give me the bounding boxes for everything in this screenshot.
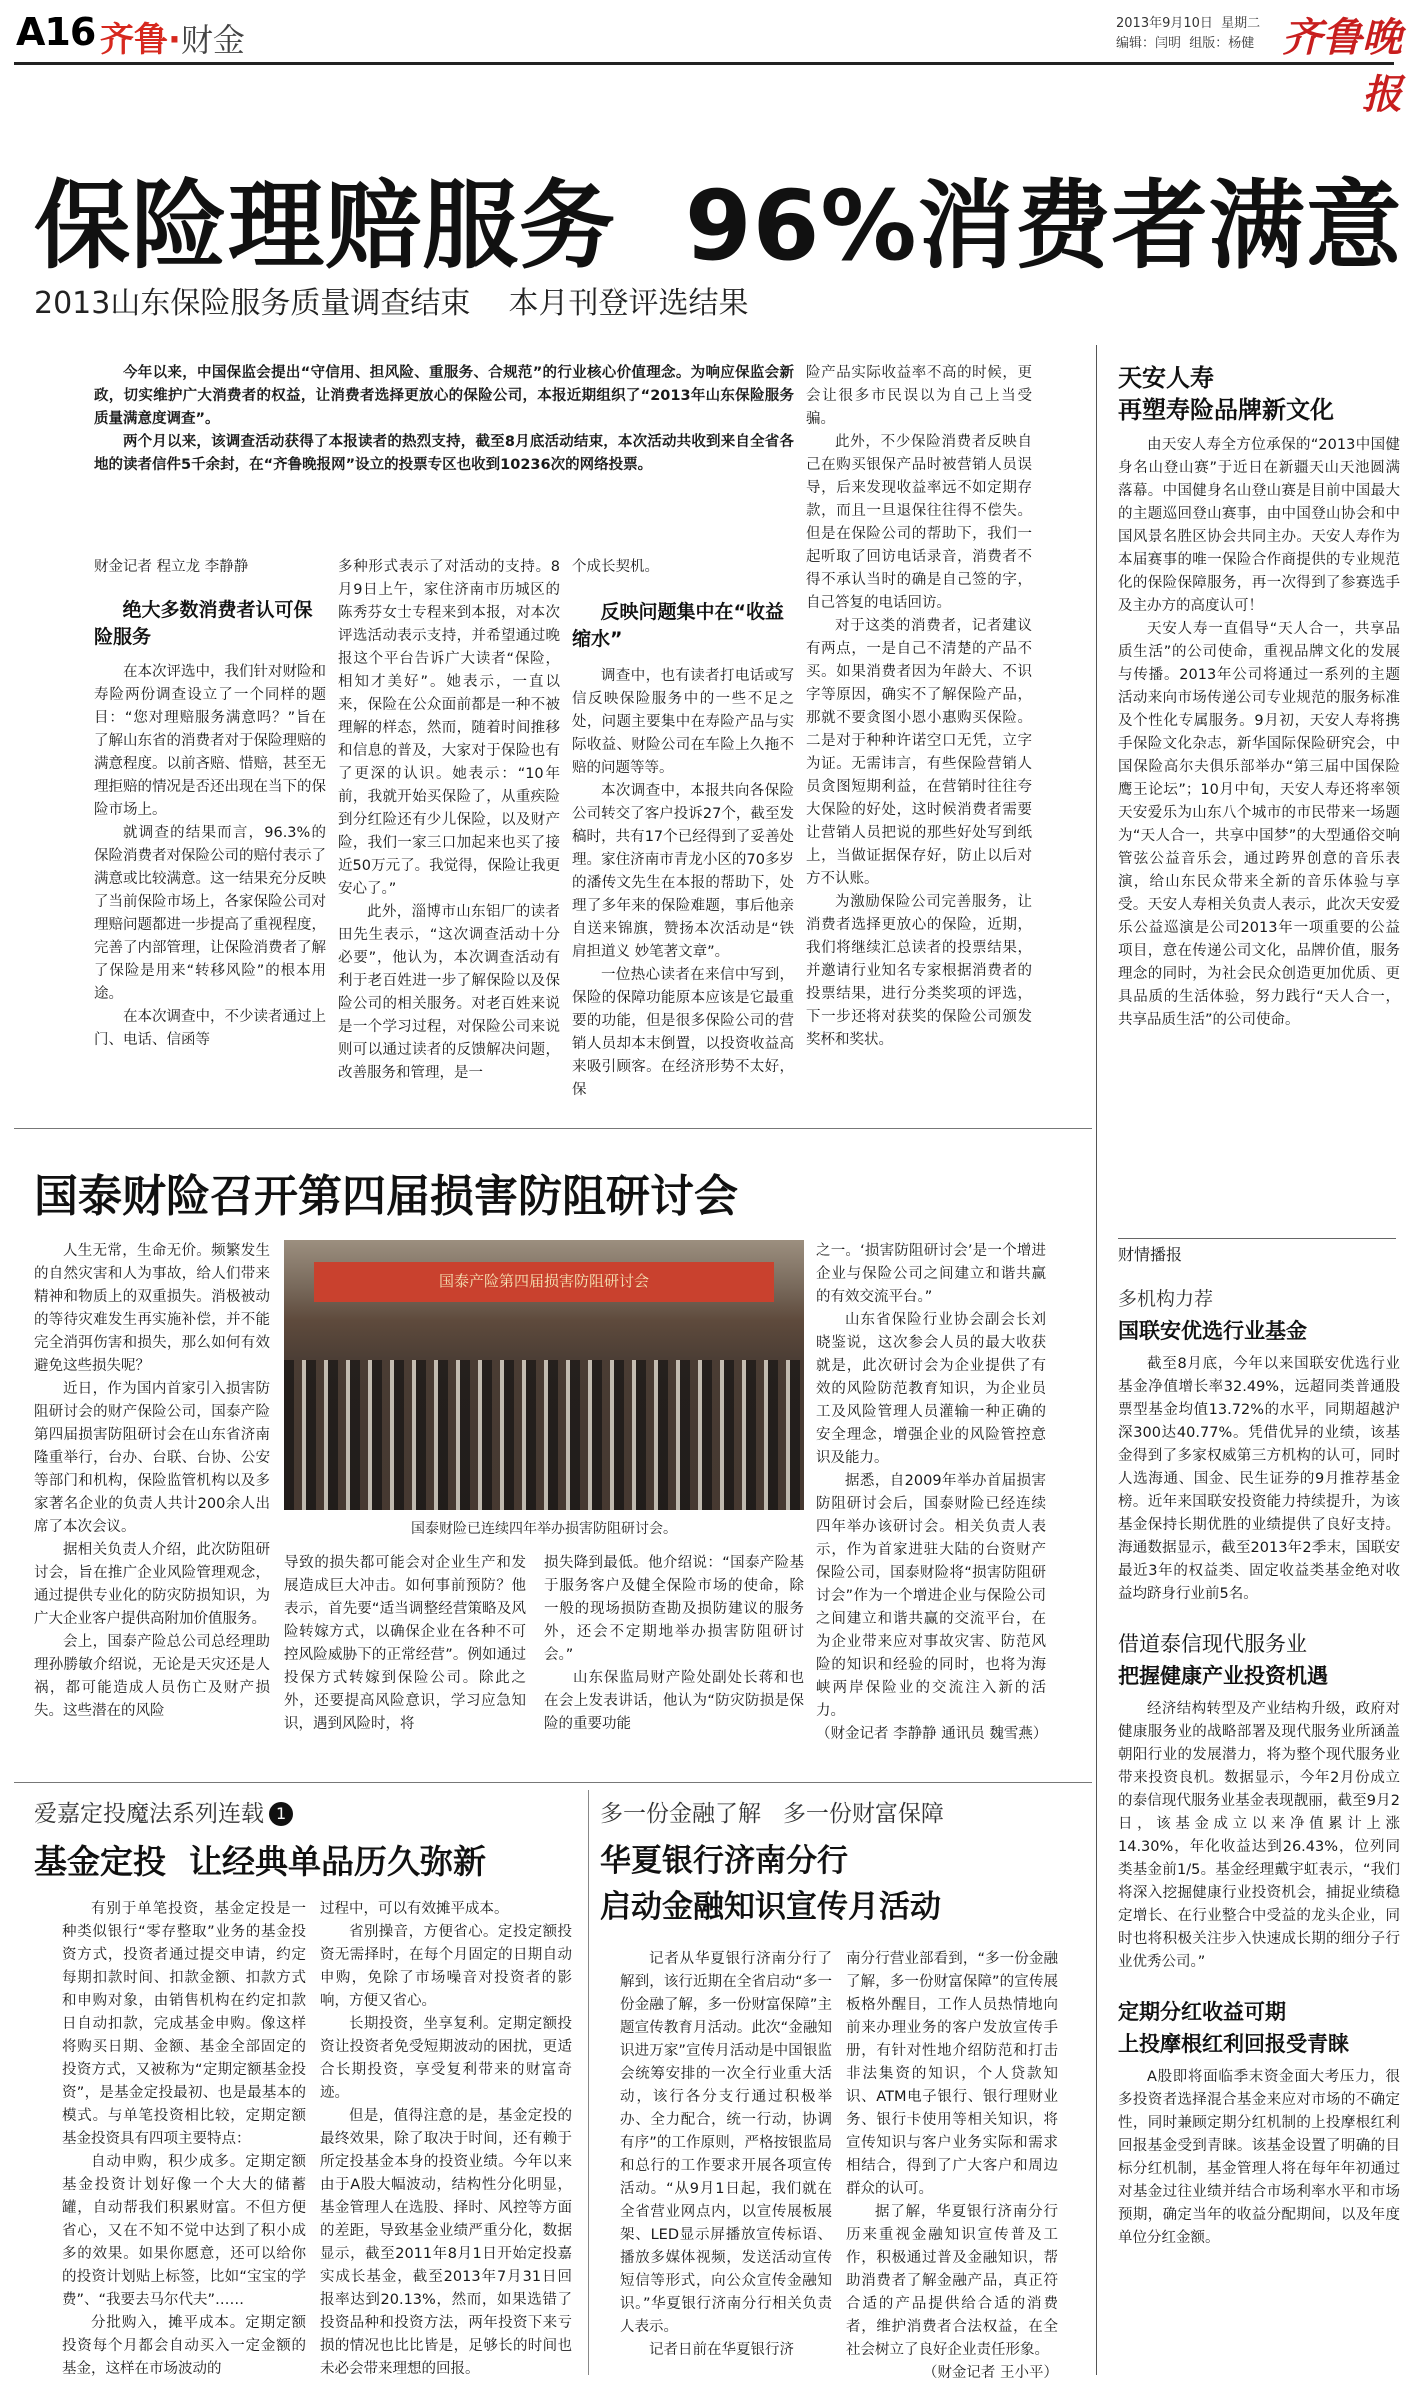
lead-col1-p3: 在本次调查中，不少读者通过上门、电话、信函等 xyxy=(94,1009,326,1048)
lead-col3-p2: 本次调查中，本报共向各保险公司转交了客户投诉27个，截至发稿时，共有17个已经得到了妥善处理。家住济南市青龙小区的70多岁的潘传文先生在本报的帮助下，处理了多年来的保险难题，事后他亲自送来锦旗，赞扬本次活动是“铁肩担道义 妙笔著文章”。 xyxy=(572,783,794,960)
page-number-text: A16 xyxy=(16,10,96,54)
huaxia-column-2 xyxy=(846,1948,1058,2381)
fund-col1-p3: 分批购入，摊平成本。定期定额投资每个月都会自动买入一定金额的基金，这样在市场波动的 xyxy=(62,2315,306,2377)
issue-meta xyxy=(1116,14,1276,58)
header-rule xyxy=(14,62,1394,65)
lead-col3-p1: 调查中，也有读者打电话或写信反映保险服务中的一些不足之处，问题主要集中在寿险产品与实际收益、财险公司在车险上久拖不赔的问题等等。 xyxy=(572,668,794,776)
guotai-col1-p3: 据相关负责人介绍，此次防阻研讨会，旨在推广企业风险管理观念，通过提供专业化的防灾防损知识，为广大企业客户提供高附加价值服务。 xyxy=(34,1542,270,1627)
lead-subheadline: 2013山东保险服务质量调查结束 本月刊登评选结果 xyxy=(34,286,749,321)
caifu-item2-kicker: 借道泰信现代服务业 xyxy=(1118,1632,1307,1656)
lead-subheadline-box xyxy=(34,278,1034,322)
section-rule-1 xyxy=(14,1128,1092,1129)
fund-series: 爱嘉定投魔法系列连载 xyxy=(34,1801,264,1827)
fund-col2-p1: 过程中，可以有效摊平成本。 xyxy=(320,1901,509,1917)
guotai-headline-box xyxy=(34,1170,1084,1230)
lead-column-4 xyxy=(806,362,1032,1116)
lead-col3-lead: 个成长契机。 xyxy=(572,559,659,575)
lead-column-1 xyxy=(94,556,326,1116)
lead-intro xyxy=(94,362,794,512)
tianan-p2: 天安人寿一直倡导“天人合一，共享品质生活”的公司使命，重视品牌文化的发展与传播。2013年公司将通过一系列的主题活动来向市场传递公司专业规范的服务标准及个性化专属服务。9月初，天安人寿将携手保险文化杂志，新华国际保险研究会，中国保险高尔夫俱乐部举办“第三届中国保险鹰王论坛”；10月中旬，天安人寿还将率领天安爱乐为山东八个城市的市民带来一场题为“天人合一，共享中国梦”的大型通俗交响管弦公益音乐会，通过跨界创意的音乐表演，给山东民众带来全新的音乐体验与享受。天安人寿相关负责人表示，此次天安爱乐公益巡演是公司2013年一项重要的公益项目，意在传递公司文化，品牌价值，服务理念的同时，为社会民众创造更加优质、更具品质的生活体验，努力践行“天人合一，共享品质生活”的公司使命。 xyxy=(1118,621,1400,1028)
lead-col1-p2: 就调查的结果而言，96.3%的保险消费者对保险公司的赔付表示了满意或比较满意。这一结果充分反映了当前保险市场上，各家保险公司对理赔问题都进一步提高了重视程度，完善了内部管理，让保险消费者了解了保险是用来“转移风险”的根本用途。 xyxy=(94,825,326,1002)
lead-headline: 保险理赔服务 96%消费者满意 xyxy=(34,170,1403,282)
caifu-item2-body: 经济结构转型及产业结构升级，政府对健康服务业的战略部署及现代服务业所涵盖朝阳行业的发展潜力，将为整个现代服务业带来投资良机。数据显示，今年2月份成立的泰信现代服务业基金表现靓丽，截至9月2日，该基金成立以来净值累计上涨14.30%，年化收益达到26.43%，位列同类基金前1/5。基金经理戴宇虹表示，“我们将深入挖掘健康行业投资机会，捕捉业绩稳定增长、在行业整合中受益的龙头企业，同时也将积极关注步入快速成长期的细分子行业优秀公司。” xyxy=(1118,1701,1400,1970)
guotai-byline: （财金记者 李静静 通讯员 魏雪燕） xyxy=(816,1726,1048,1742)
guotai-column-1 xyxy=(34,1240,270,1780)
huaxia-column-1 xyxy=(620,1948,832,2378)
caifu-item3-kicker: 定期分红收益可期 xyxy=(1118,2000,1286,2024)
huaxia-headline: 华夏银行济南分行 启动金融知识宣传月活动 xyxy=(600,1843,941,1925)
photo-caption: 国泰财险已连续四年举办损害防阻研讨会。 xyxy=(411,1521,677,1537)
tianan-p1: 由天安人寿全方位承保的“2013中国健身名山登山赛”于近日在新疆天山天池圆满落幕。中国健身名山登山赛是目前中国最大的主题巡回登山赛事，由中国登山协会和中国风景名胜区协会共同主办。天安人寿作为本届赛事的唯一保险合作商提供的专业规范化的保险保障服务，再一次得到了参赛选手及主办方的高度认可！ xyxy=(1118,437,1400,614)
issue-date: 2013年9月10日 xyxy=(1116,16,1213,31)
caifu-item3-title: 上投摩根红利回报受青睐 xyxy=(1118,2032,1349,2056)
lead-col4-p4: 为激励保险公司完善服务，让消费者选择更放心的保险，近期，我们将继续汇总读者的投票结果，并邀请行业知名专家根据消费者的投票结果，进行分类奖项的评选，下一步还将对获奖的保险公司颁发奖杯和奖状。 xyxy=(806,894,1032,1048)
lead-col4-p2: 此外，不少保险消费者反映自己在购买银保产品时被营销人员误导，后来发现收益率远不如定期存款，而且一旦退保往往得不偿失。但是在保险公司的帮助下，我们一起听取了回访电话录音，消费者不得不承认当时的确是自己签的字，自己答复的电话回访。 xyxy=(806,434,1032,611)
lead-col4-p1: 险产品实际收益率不高的时候，更会让很多市民误以为自己上当受骗。 xyxy=(806,365,1032,427)
huaxia-col1-p2: 记者日前在华夏银行济 xyxy=(649,2342,794,2358)
guotai-col2-p1: 导致的损失都可能会对企业生产和发展造成巨大冲击。如何事前预防？他表示，首先要“适当调整经营策略及风险转嫁方式，以确保企业在各种不可控风险威胁下的正常经营”。例如通过投保方式转嫁到保险公司。除此之外，还要提高风险意识，学习应急知识，遇到风险时，将 xyxy=(284,1555,526,1732)
fund-headline-box xyxy=(34,1840,574,1890)
fund-col1-p2: 自动申购，积少成多。定期定额基金投资计划好像一个大大的储蓄罐，自动帮我们积累财富。不但方便省心，又在不知不觉中达到了积小成多的效果。如果你愿意，还可以给你的投资计划贴上标签，比如“宝宝的学费”、“我要去马尔代夫”…… xyxy=(62,2154,306,2308)
bottom-divider xyxy=(588,1790,589,2375)
guotai-column-2 xyxy=(284,1552,526,1782)
caifu-item3-body: A股即将面临季末资金面大考压力，很多投资者选择混合基金来应对市场的不确定性，同时兼顾定期分红机制的上投摩根红利回报基金受到青睐。该基金设置了明确的目标分红机制，基金管理人将在每年年初通过对基金过往业绩并结合市场利率水平和市场预期，确定当年的收益分配期间，以及年度单位分红金额。 xyxy=(1118,2069,1400,2246)
huaxia-kicker: 多一份金融了解 多一份财富保障 xyxy=(600,1801,944,1827)
caifu-top-rule xyxy=(1118,1238,1396,1239)
guotai-column-4 xyxy=(816,1240,1046,1780)
lead-headline-box xyxy=(34,150,1403,282)
lead-subhead-2: 反映问题集中在“收益缩水” xyxy=(572,601,784,650)
photo-caption-box xyxy=(284,1518,804,1542)
caifu-item1-title: 国联安优选行业基金 xyxy=(1118,1319,1307,1343)
tianan-title: 天安人寿 xyxy=(1118,364,1214,392)
caifu-item1-body: 截至8月底，今年以来国联安优选行业基金净值增长率32.49%，远超同类普通股票型基金均值13.72%的水平，同期超越沪深300达40.77%。凭借优异的业绩，该基金得到了多家权威第三方机构的认可，同时人选海通、国金、民生证券的9月推荐基金榜。近年来国联安投资能力持续提升，为该基金保持长期优胜的业绩提供了良好支持。海通数据显示，截至2013年2季末，国联安最近3年的权益类、固定收益类基金绝对收益均跻身行业前5名。 xyxy=(1118,1356,1400,1602)
photo-audience xyxy=(284,1360,804,1510)
lead-column-2 xyxy=(338,556,560,1116)
photo-banner-text: 国泰产险第四届损害防阻研讨会 xyxy=(438,1272,649,1290)
issue-weekday: 星期二 xyxy=(1221,16,1261,31)
layout-editor: 组版：杨健 xyxy=(1189,36,1255,51)
lead-intro-p2: 两个月以来，该调查活动获得了本报读者的热烈支持，截至8月底活动结束，本次活动共收到来自全省各地的读者信件5千余封，在“齐鲁晚报网”设立的投票专区也收到10236次的网络投票。 xyxy=(94,434,794,473)
lead-intro-p1: 今年以来，中国保监会提出“守信用、担风险、重服务、合规范”的行业核心价值理念。为响应保监会新政，切实维护广大消费者的权益，让消费者选择更放心的保险公司，本报近期组织了“2013年山东保险服务质量满意度调查”。 xyxy=(94,365,794,427)
tianan-subtitle: 再塑寿险品牌新文化 xyxy=(1118,396,1334,424)
guotai-col1-p2: 近日，作为国内首家引入损害防阻研讨会的财产保险公司，国泰产险第四届损害防阻研讨会在山东省济南隆重举行，台办、台联、台协、公安等部门和机构，保险监管机构以及多家著名企业的负责人共计200余人出席了本次会议。 xyxy=(34,1381,270,1535)
guotai-column-3 xyxy=(544,1552,804,1782)
guotai-col4-p1: 之一。‘损害防阻研讨会’是一个增进企业与保险公司之间建立和谐共赢的有效交流平台。” xyxy=(816,1243,1046,1305)
fund-column-1 xyxy=(62,1898,306,2378)
lead-subhead-1: 绝大多数消费者认可保险服务 xyxy=(94,599,313,648)
seminar-photo xyxy=(284,1240,804,1510)
caifu-label: 财情播报 xyxy=(1118,1245,1183,1264)
fund-series-box xyxy=(34,1798,574,1836)
fund-col2-p2: 省别操音，方便省心。定投定额投资无需择时，在每个月固定的日期自动申购，免除了市场噪音对投资者的影响，方便又省心。 xyxy=(320,1924,572,2009)
guotai-col4-p3: 据悉，自2009年举办首届损害防阻研讨会后，国泰财险已经连续四年举办该研讨会。相关负责人表示，作为首家进驻大陆的台资财产保险公司，国泰财险将“损害防阻研讨会”作为一个增进企业与保险公司之间建立和谐共赢的交流平台，在为企业带来应对事故灾害、防范风险的知识和经验的同时，也将为海峡两岸保险业的交流注入新的活力。 xyxy=(816,1473,1046,1719)
masthead-text: 齐鲁晚报 xyxy=(1282,14,1402,118)
lead-col1-p1: 在本次评选中，我们针对财险和寿险两份调查设立了一个同样的题目：“您对理赔服务满意吗？”旨在了解山东省的消费者对于保险理赔的满意程度。以前吝赔、惜赔，甚至无理拒赔的情况是否还出现在当下的保险市场上。 xyxy=(94,664,326,818)
guotai-col1-p1: 人生无常，生命无价。频繁发生的自然灾害和人为事故，给人们带来精神和物质上的双重损失。消极被动的等待灾难发生再实施补偿，并不能完全消弭伤害和损失，那么如何有效避免这些损失呢？ xyxy=(34,1243,270,1374)
fund-series-number: 1 xyxy=(269,1802,293,1826)
guotai-col3-p1: 损失降到最低。他介绍说：“国泰产险基于服务客户及健全保险市场的使命，除一般的现场损防查勘及损防建议的服务外，还会不定期地举办损害防阻研讨会。” xyxy=(544,1555,804,1663)
huaxia-kicker-box xyxy=(600,1798,1080,1834)
lead-col4-p3: 对于这类的消费者，记者建议有两点，一是自己不清楚的产品不买。如果消费者因为年龄大、不识字等原因，确实不了解保险产品，那就不要贪图小恩小惠购买保险。二是对于种种许诺空口无凭，立字为证。无需讳言，有些保险营销人员贪图短期利益，在营销时往往夸大保险的好处，这时候消费者需要让营销人员把说的那些好处写到纸上，当做证据保存好，防止以后对方不认账。 xyxy=(806,618,1032,887)
guotai-col4-p2: 山东省保险行业协会副会长刘晓鉴说，这次参会人员的最大收获就是，此次研讨会为企业提供了有效的风险防范教育知识，为企业员工及风险管理人员灌输一种正确的安全理念，增强企业的风险管控意识及能力。 xyxy=(816,1312,1046,1466)
lead-column-3 xyxy=(572,556,794,1116)
lead-byline: 财金记者 程立龙 李静静 xyxy=(94,559,249,575)
sidebar-divider xyxy=(1096,345,1097,2375)
section-name: 齐鲁 xyxy=(100,20,168,60)
lead-col2-p1: 多种形式表示了对活动的支持。8月9日上午，家住济南市历城区的陈秀芬女士专程来到本报，对本次评选活动表示支持，并希望通过晚报这个平台告诉广大读者“保险，相知才美好”。她表示，一直以来，保险在公众面前都是一种不被理解的样态，然而，随着时间推移和信息的普及，大家对于保险也有了更深的认识。她表示：“10年前，我就开始买保险了，从重疾险到分红险还有少儿保险，以及财产险，我们一家三口加起来也买了接近50万元了。我觉得，保险让我更安心了。” xyxy=(338,559,560,897)
fund-col2-p4: 但是，值得注意的是，基金定投的最终效果，除了取决于时间，还有赖于所定投基金本身的投资业绩。今年以来由于A股大幅波动，结构性分化明显，基金管理人在选股、择时、风控等方面的差距，导致基金业绩严重分化，数据显示，截至2011年8月1日开始定投嘉实成长基金，截至2013年7月31日回报率达到20.13%，然而，如果选错了投资品种和投资方法，两年投资下来亏损的情况也比比皆是，足够长的时间也未必会带来理想的回报。 xyxy=(320,2108,572,2377)
section-label xyxy=(100,12,320,60)
masthead-logo xyxy=(1262,6,1402,118)
fund-col2-p3: 长期投资，坐享复利。定期定额投资让投资者免受短期波动的困扰，更适合长期投资，享受复利带来的财富奇迹。 xyxy=(320,2016,572,2101)
section-rule-2 xyxy=(14,1782,1092,1783)
huaxia-col2-p1: 南分行营业部看到，“多一份金融了解，多一份财富保障”的宣传展板格外醒目，工作人员热情地向前来办理业务的客户发放宣传手册，有针对性地介绍防范和打击非法集资的知识，个人贷款知识、ATM电子银行、银行理财业务、银行卡使用等相关知识，将宣传知识与客户业务实际和需求相结合，得到了广大客户和周边群众的认可。 xyxy=(846,1951,1058,2197)
subsection-name: 财金 xyxy=(180,21,245,59)
fund-headline: 基金定投 让经典单品历久弥新 xyxy=(34,1842,486,1881)
huaxia-headline-box xyxy=(600,1838,1090,1938)
huaxia-col1-p1: 记者从华夏银行济南分行了解到，该行近期在全省启动“多一份金融了解，多一份财富保障”主题宣传教育月活动。此次“金融知识进万家”宣传月活动是中国银监会统筹安排的一次全行业重大活动，该行各分支行通过积极举办、全力配合，统一行动，协调有序”的工作原则，严格按银监局和总行的工作要求开展各项宣传活动。“从9月1日起，我们就在全省营业网点内，以宣传展板展架、LED显示屏播放宣传标语、播放多媒体视频，发送活动宣传短信等形式，向公众宣传金融知识。”华夏银行济南分行相关负责人表示。 xyxy=(620,1951,832,2335)
guotai-col1-p4: 会上，国泰产险总公司总经理助理孙勝敏介绍说，无论是天灾还是人祸，都可能造成人员伤亡及财产损失。这些潜在的风险 xyxy=(34,1634,270,1719)
fund-col1-p1: 有别于单笔投资，基金定投是一种类似银行“零存整取”业务的基金投资方式，投资者通过提交申请，约定每期扣款时间、扣款金额、扣款方式和申购对象，由销售机构在约定扣款日自动扣款，完成基金申购。像这样将购买日期、金额、基金全部固定的投资方式，又被称为“定期定额基金投资”，是基金定投最初、也是最基本的模式。与单笔投资相比较，定期定额基金投资具有四项主要特点： xyxy=(62,1901,306,2147)
sidebar-tianan xyxy=(1118,362,1400,1192)
caifu-item2-title: 把握健康产业投资机遇 xyxy=(1118,1664,1328,1688)
fund-column-2 xyxy=(320,1898,572,2378)
huaxia-col2-p2: 据了解，华夏银行济南分行历来重视金融知识宣传普及工作，积极通过普及金融知识，帮助消费者了解金融产品，真正符合适的产品提供给合适的消费者，维护消费者合法权益，在全社会树立了良好企业责任形象。 xyxy=(846,2204,1058,2358)
lead-col3-p3: 一位热心读者在来信中写到，保险的保障功能原本应该是它最重要的功能，但是很多保险公司的营销人员却本末倒置，以投资收益高来吸引顾客。在经济形势不太好，保 xyxy=(572,967,794,1098)
caifu-item1-kicker: 多机构力荐 xyxy=(1118,1288,1214,1310)
huaxia-byline: （财金记者 王小平） xyxy=(922,2365,1058,2381)
lead-col2-p2: 此外，淄博市山东铝厂的读者田先生表示，“这次调查活动十分必要”，他认为，本次调查活动有利于老百姓进一步了解保险以及保险公司的相关服务。对老百姓来说是一个学习过程，对保险公司来说则可以通过读者的反馈解决问题，改善服务和管理，是一 xyxy=(338,904,560,1081)
editor: 编辑：闫明 xyxy=(1116,36,1182,51)
section-dot: · xyxy=(168,20,181,60)
sidebar-caifu xyxy=(1118,1242,1400,2382)
guotai-headline: 国泰财险召开第四届损害防阻研讨会 xyxy=(34,1171,738,1222)
guotai-col3-p2: 山东保监局财产险处副处长蒋和也在会上发表讲话，他认为“防灾防损是保险的重要功能 xyxy=(544,1670,804,1732)
